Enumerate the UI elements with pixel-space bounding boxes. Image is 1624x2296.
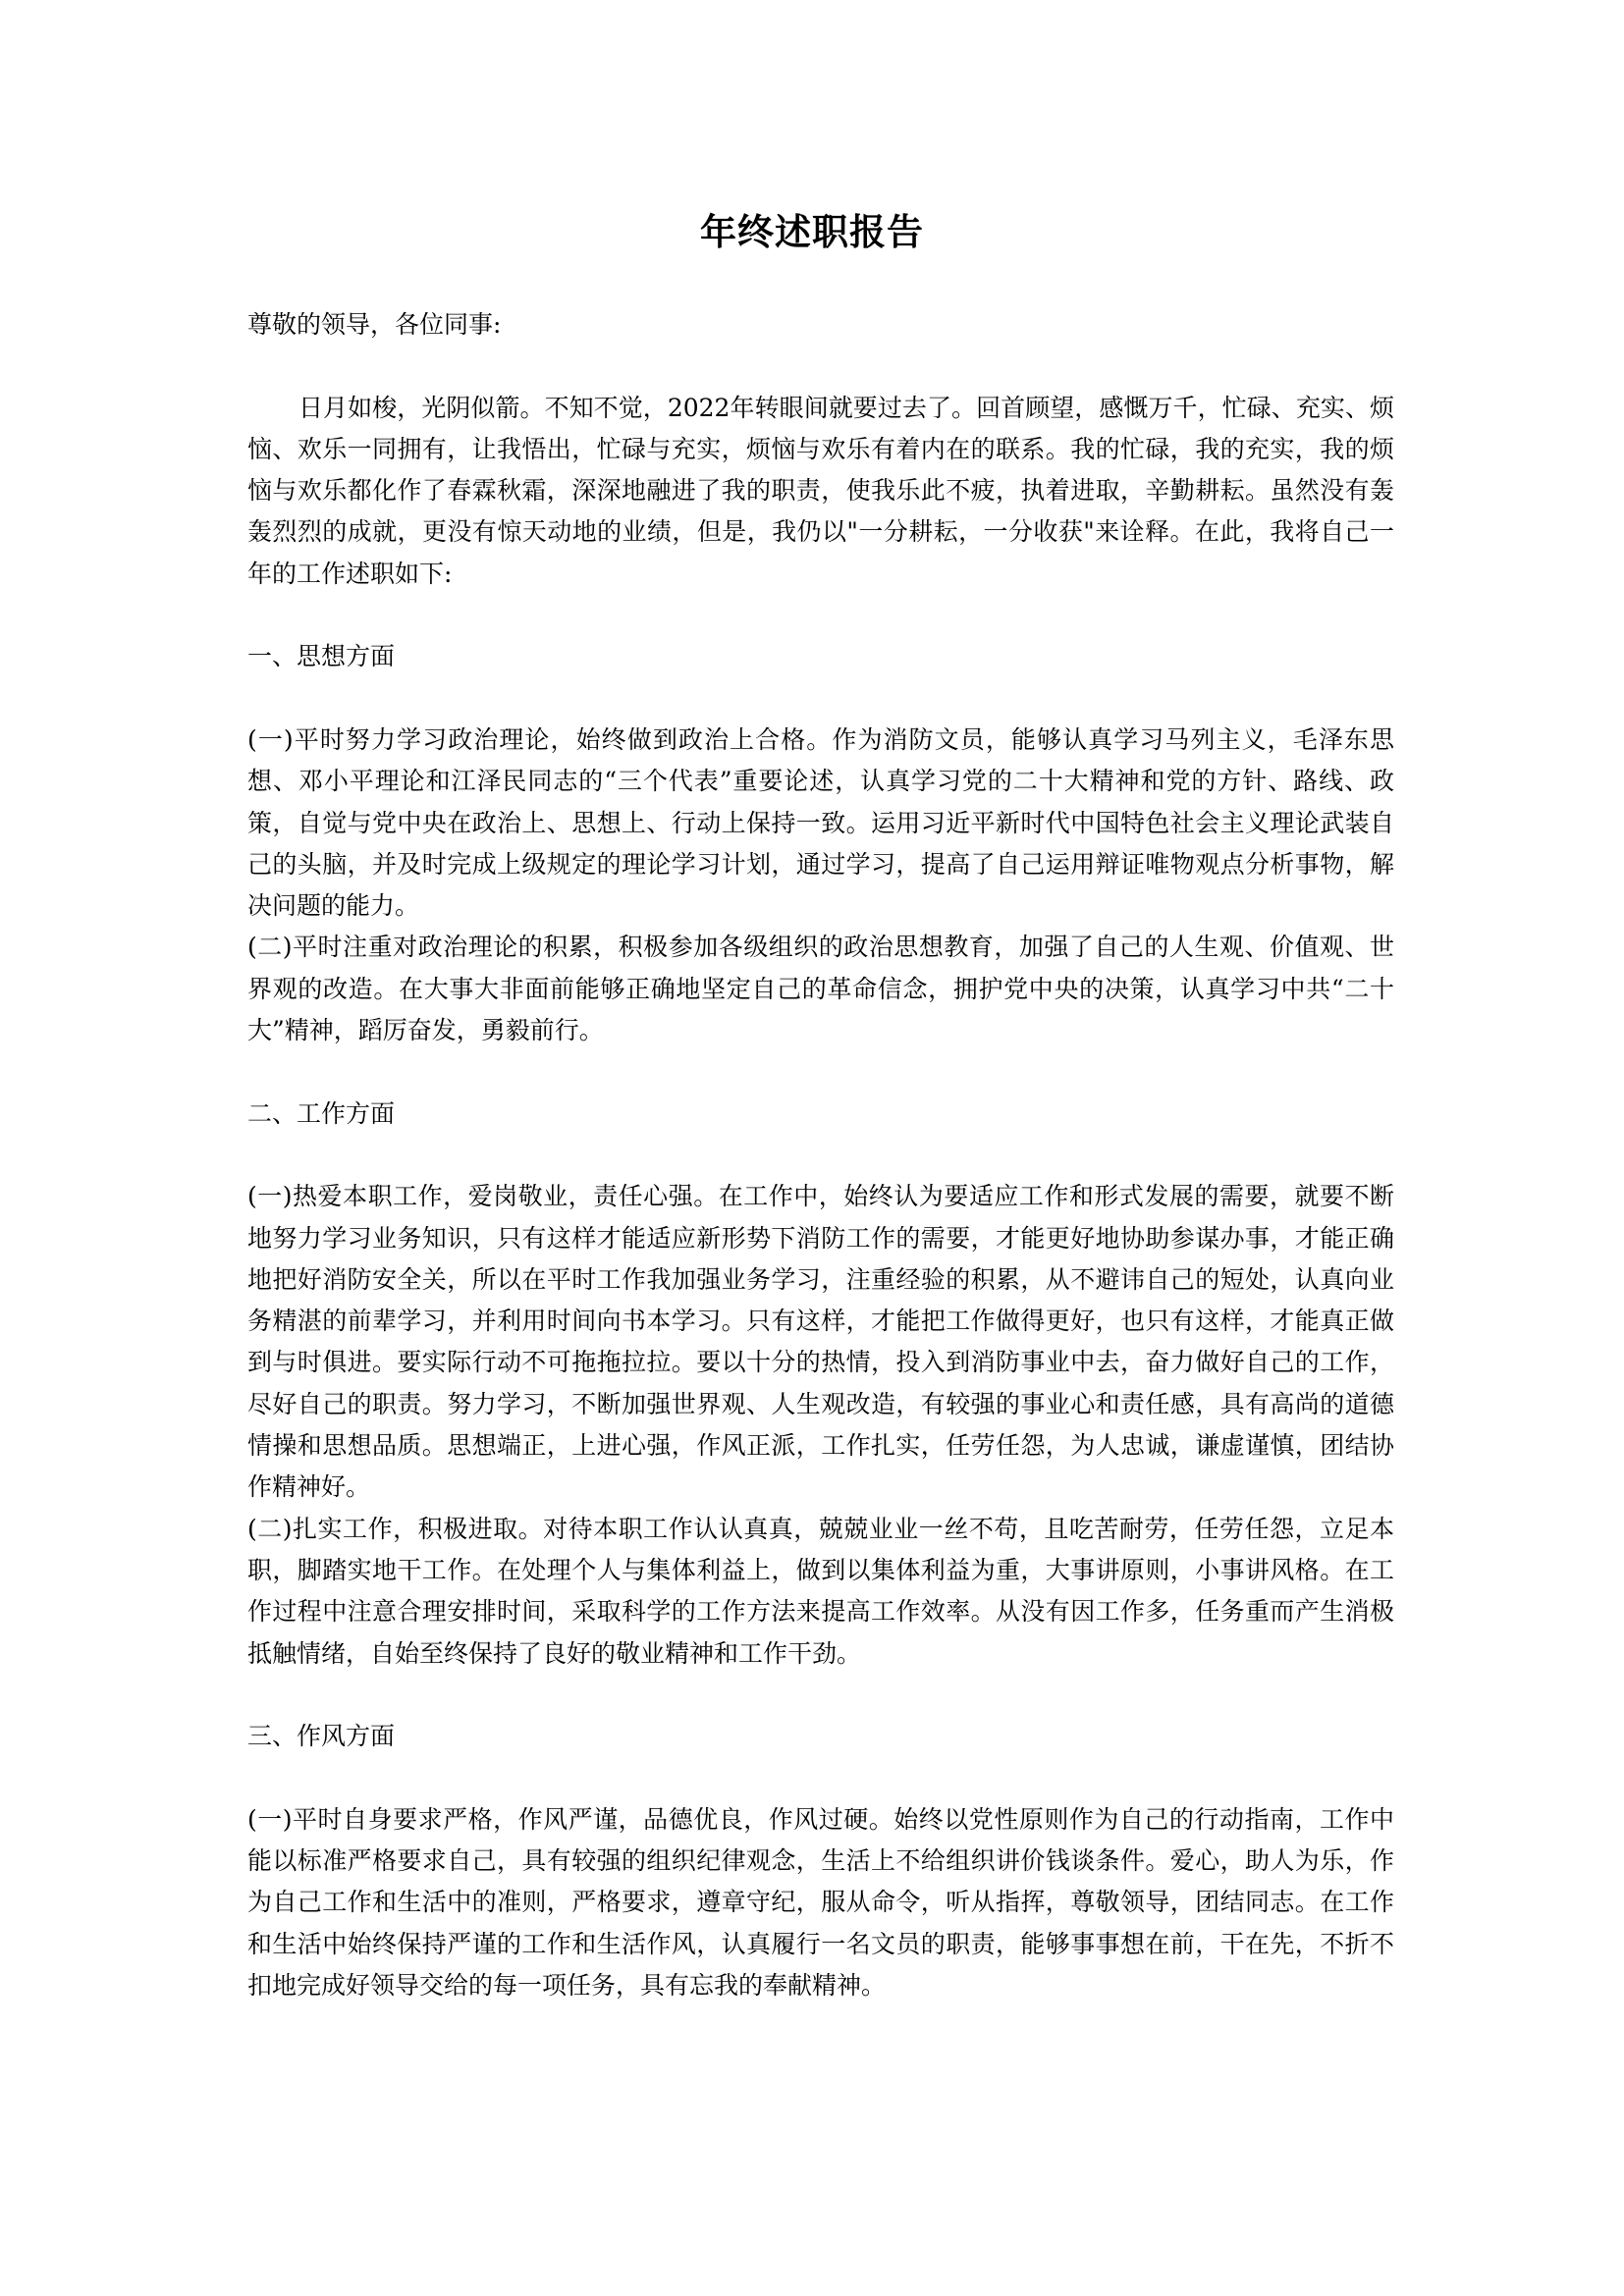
document-title: 年终述职报告 <box>700 211 924 253</box>
salutation: 尊敬的领导，各位同事: <box>247 310 502 339</box>
paragraph: (一)热爱本职工作，爱岗敬业，责任心强。在工作中，始终认为要适应工作和形式发展的需要，就要不断地努力学习业务知识，只有这样才能适应新形势下消防工作的需要，才能更好地协助参谋办事，才能正确地把好消防安全关，所以在平时工作我加强业务学习，注重经验的积累，从不避讳自己的短处，认真向业务精湛的前辈学习，并利用时间向书本学习。只有这样，才能把工作做得更好，也只有这样，才能真正做到与时俱进。要实际行动不可拖拖拉拉。要以十分的热情，投入到消防事业中去，奋力做好自己的工作，尽好自己的职责。努力学习，不断加强世界观、人生观改造，有较强的事业心和责任感，具有高尚的道德情操和思想品质。思想端正，上进心强，作风正派，工作扎实，任劳任怨，为人忠诚，谦虚谨慎，团结协作精神好。 <box>247 1182 1394 1502</box>
intro-paragraph: 日月如梭，光阴似箭。不知不觉，2022年转眼间就要过去了。回首顾望，感慨万千，忙碌、充实、烦恼、欢乐一同拥有，让我悟出，忙碌与充实，烦恼与欢乐有着内在的联系。我的忙碌，我的充实，我的烦恼与欢乐都化作了春霖秋霜，深深地融进了我的职责，使我乐此不疲，执着进取，辛勤耕耘。虽然没有轰轰烈烈的成就，更没有惊天动地的业绩，但是，我仍以"一分耕耘，一分收获"来诠释。在此，我将自己一年的工作述职如下: <box>247 393 1394 588</box>
section-heading-thought: 一、思想方面 <box>247 642 396 671</box>
spacer <box>247 1135 1394 1176</box>
section-heading-work: 二、工作方面 <box>247 1098 396 1128</box>
spacer <box>247 1757 1394 1798</box>
paragraph: (二)平时注重对政治理论的积累，积极参加各级组织的政治思想教育，加强了自己的人生观、价值观、世界观的改造。在大事大非面前能够正确地坚定自己的革命信念，拥护党中央的决策，认真学习中共“二十大”精神，蹈厉奋发，勇毅前行。 <box>247 933 1394 1045</box>
paragraph: (一)平时自身要求严格，作风严谨，品德优良，作风过硬。始终以党性原则作为自己的行动指南，工作中能以标准严格要求自己，具有较强的组织纪律观念，生活上不给组织讲价钱谈条件。爱心，助人为乐，作为自己工作和生活中的准则，严格要求，遵章守纪，服从命令，听从指挥，尊敬领导，团结同志。在工作和生活中始终保持严谨的工作和生活作风，认真履行一名文员的职责，能够事事想在前，干在先，不折不扣地完成好领导交给的每一项任务，具有忘我的奉献精神。 <box>247 1804 1394 2000</box>
spacer <box>247 678 1394 720</box>
paragraph: (一)平时努力学习政治理论，始终做到政治上合格。作为消防文员，能够认真学习马列主义，毛泽东思想、邓小平理论和江泽民同志的“三个代表”重要论述，认真学习党的二十大精神和党的方针、路线、政策，自觉与党中央在政治上、思想上、行动上保持一致。运用习近平新时代中国特色社会主义理论武装自己的头脑，并及时完成上级规定的理论学习计划，通过学习，提高了自己运用辩证唯物观点分析事物，解决问题的能力。 <box>247 724 1394 921</box>
spacer <box>247 1675 1394 1716</box>
paragraph: (二)扎实工作，积极进取。对待本职工作认认真真，兢兢业业一丝不苟，且吃苦耐劳，任劳任怨，立足本职，脚踏实地干工作。在处理个人与集体利益上，做到以集体利益为重，大事讲原则，小事讲风格。在工作过程中注意合理安排时间，采取科学的工作方法来提高工作效率。从没有因工作多，任务重而产生消极抵触情绪，自始至终保持了良好的敬业精神和工作干劲。 <box>247 1514 1394 1668</box>
section-heading-style: 三、作风方面 <box>247 1722 396 1751</box>
spacer <box>247 346 1394 387</box>
spacer <box>247 1051 1394 1093</box>
document-body <box>247 304 1394 2006</box>
spacer <box>247 595 1394 636</box>
